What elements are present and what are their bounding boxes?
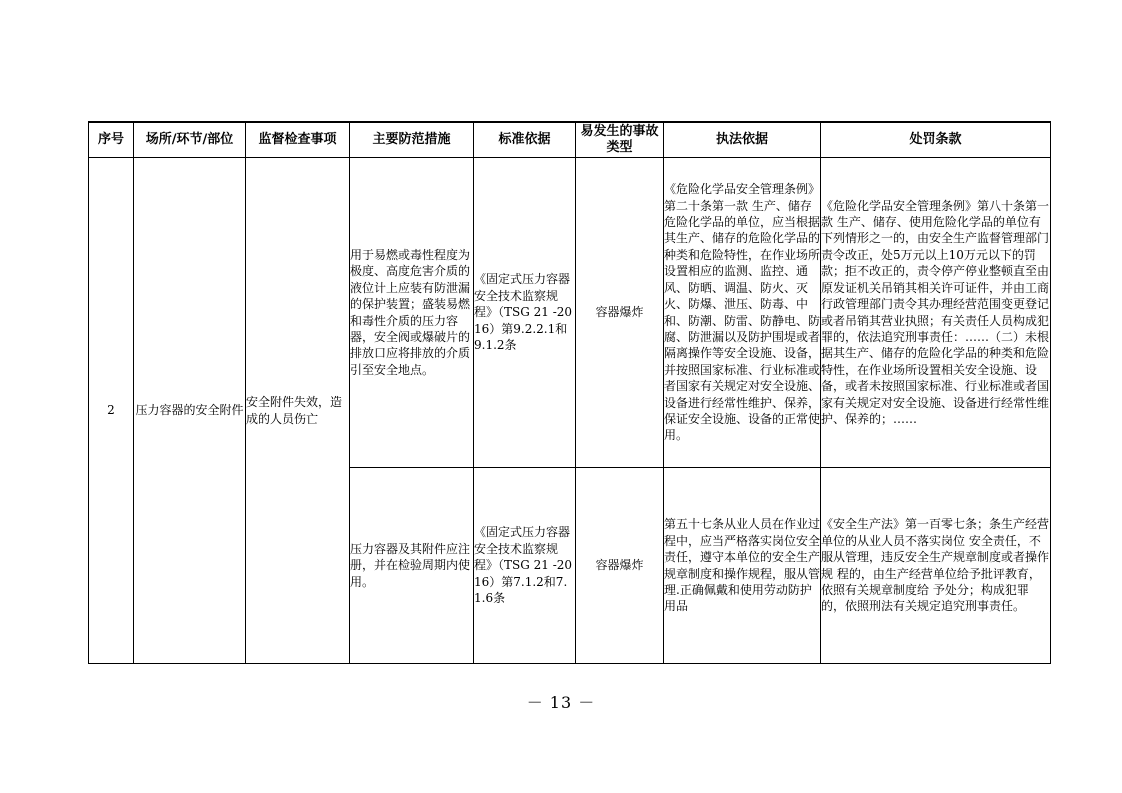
page-number: － 13 －	[526, 693, 596, 712]
cell-standard: 《固定式压力容器安全技术监察规程》（TSG 21 -2016）第9.2.2.1和9.1.2条	[474, 158, 576, 468]
header-row	[89, 122, 1051, 158]
cell-penalty: 《危险化学品安全管理条例》第八十条第一款 生产、储存、使用危险化学品的单位有下列情形之一的，由安全生产监督管理部门责令改正，处5万元以上10万元以下的罚款；拒不改正的，责令停产停业整顿直至由原发证机关吊销其相关许可证件，并由工商行政管理部门责令其办理经营范围变更登记或者吊销其营业执照；有关责任人员构成犯罪的，依法追究刑事责任：……（二）未根据其生产、储存的危险化学品的种类和危险特性，在作业场所设置相关安全设施、设备，或者未按照国家标准、行业标准或者国家有关规定对安全设施、设备进行经常性维护、保养的；……	[821, 158, 1051, 468]
cell-measures: 用于易燃或毒性程度为极度、高度危害介质的液位计上应装有防泄漏的保护装置；盛装易燃和毒性介质的压力容器，安全阀或爆破片的排放口应将排放的介质引至安全地点。	[350, 158, 474, 468]
header-law: 执法依据	[664, 122, 821, 158]
cell-penalty: 《安全生产法》第一百零七条；条生产经营单位的从业人员不落实岗位 安全责任，不服从管理，违反安全生产规章制度或者操作规 程的，由生产经营单位给予批评教育，依照有关规章制度给 予处分；构成犯罪的，依照刑法有关规定追究刑事责任。	[821, 468, 1051, 664]
cell-standard: 《固定式压力容器安全技术监察规程》（TSG 21 -2016）第7.1.2和7.1.6条	[474, 468, 576, 664]
cell-item: 安全附件失效，造成的人员伤亡	[246, 158, 350, 664]
header-accident: 易发生的事故类型	[576, 122, 664, 158]
header-item: 监督检查事项	[246, 122, 350, 158]
header-measures: 主要防范措施	[350, 122, 474, 158]
table-row	[89, 158, 1051, 468]
cell-law: 第五十七条从业人员在作业过程中，应当严格落实岗位安全责任，遵守本单位的安全生产规章制度和操作规程，服从管理.正确佩戴和使用劳动防护用品	[664, 468, 821, 664]
cell-location: 压力容器的安全附件	[134, 158, 246, 664]
cell-accident: 容器爆炸	[576, 468, 664, 664]
regulation-table	[88, 121, 1051, 664]
cell-law: 《危险化学品安全管理条例》第二十条第一款 生产、储存危险化学品的单位，应当根据其生产、储存的危险化学品的种类和危险特性，在作业场所设置相应的监测、监控、通风、防晒、调温、防火、灭火、防爆、泄压、防毒、中和、防潮、防雷、防静电、防腐、防泄漏以及防护围堤或者隔离操作等安全设施、设备，并按照国家标准、行业标准或者国家有关规定对安全设施、设备进行经常性维护、保养，保证安全设施、设备的正常使用。	[664, 158, 821, 468]
cell-measures: 压力容器及其附件应注册，并在检验周期内使用。	[350, 468, 474, 664]
cell-seq: 2	[89, 158, 134, 664]
cell-accident: 容器爆炸	[576, 158, 664, 468]
header-penalty: 处罚条款	[821, 122, 1051, 158]
header-standard: 标准依据	[474, 122, 576, 158]
header-location: 场所/环节/部位	[134, 122, 246, 158]
header-seq: 序号	[89, 122, 134, 158]
